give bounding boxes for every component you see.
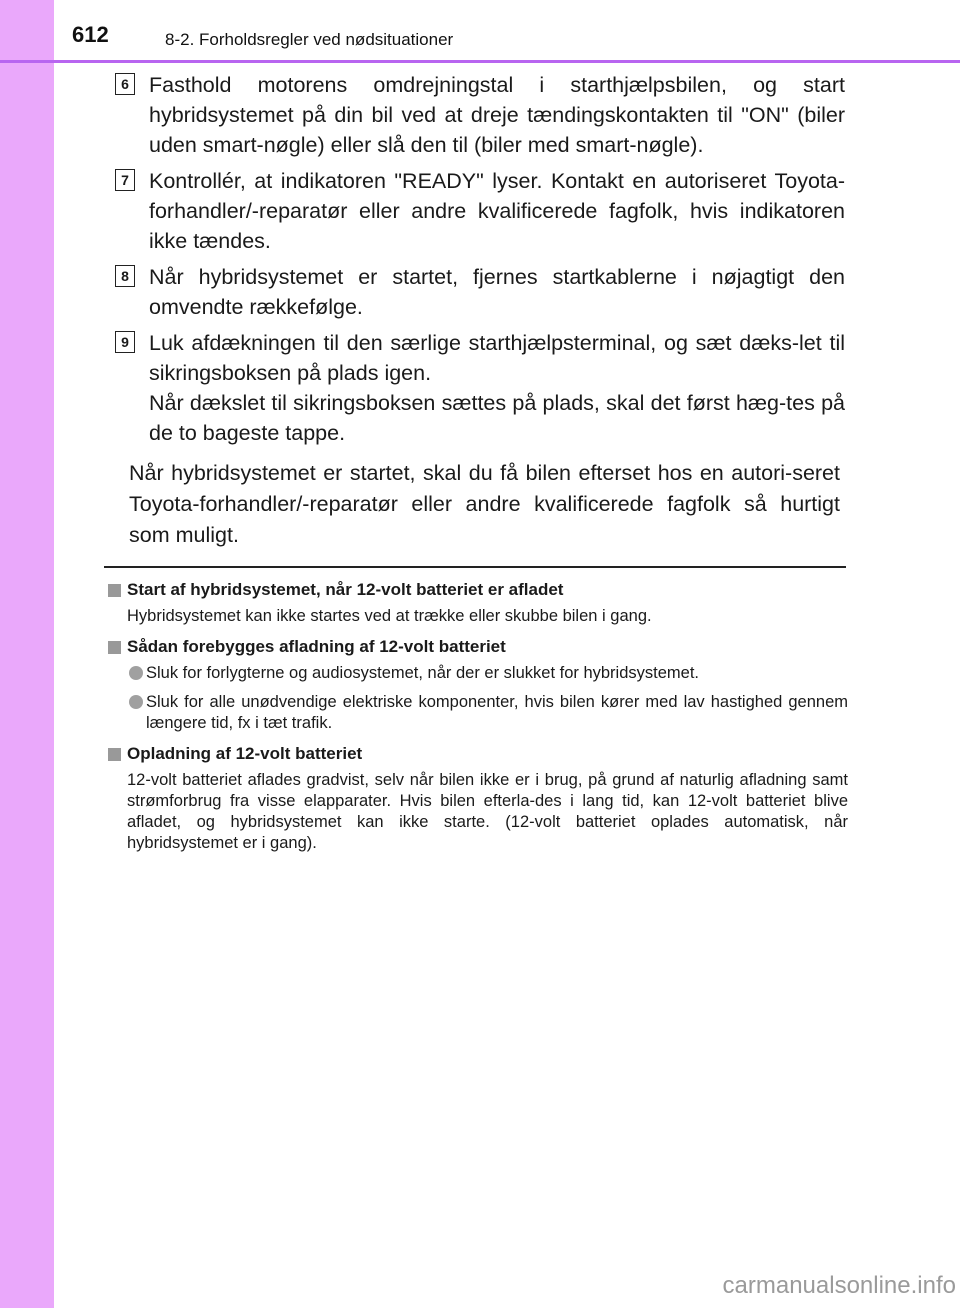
step-text: Luk afdækningen til den særlige starthjælpsterminal, og sæt dæks-let til sikringsboksen på plads igen. [149,331,845,385]
closing-paragraph: Når hybridsystemet er startet, skal du få bilen efterset hos en autori-seret Toyota-forhandler/-reparatør eller andre kvalificerede fagfolk så hurtigt som muligt. [129,461,840,547]
circle-bullet-icon [129,666,143,680]
step-7 [115,166,845,256]
section-title: 8-2. Forholdsregler ved nødsituationer [165,30,454,49]
step-text: Når hybridsystemet er startet, fjernes startkablerne i nøjagtigt den omvendte rækkefølge. [149,265,845,319]
step-number-box: 8 [115,265,135,287]
step-text-continued: Når dækslet til sikringsboksen sættes på plads, skal det først hæg-tes på de to bageste tappe. [149,391,845,445]
page-number: 612 [72,22,109,47]
note-heading: Sådan forebygges afladning af 12-volt batteriet [108,635,848,659]
step-text: Fasthold motorens omdrejningstal i starthjælpsbilen, og start hybridsystemet på din bil ved at dreje tændingskontakten til "ON" (biler uden smart-nøgle) eller slå den til (biler med smart-nøgle). [149,73,845,157]
note-heading: Opladning af 12-volt batteriet [108,742,848,766]
step-9 [115,328,845,448]
step-6 [115,70,845,160]
step-number-box: 9 [115,331,135,353]
note-body: Hybridsystemet kan ikke startes ved at trække eller skubbe bilen i gang. [127,607,652,625]
note-heading: Start af hybridsystemet, når 12-volt batteriet er afladet [108,578,848,602]
step-text: Kontrollér, at indikatoren "READY" lyser. Kontakt en autoriseret Toyota-forhandler/-reparatør eller andre kvalificerede fagfolk, hvis indikatoren ikke tændes. [149,169,845,253]
note-bullet: Sluk for alle unødvendige elektriske komponenter, hvis bilen kører med lav hastighed gennem længere tid, fx i tæt trafik. [108,692,848,734]
header-rule [0,60,960,63]
note-body: 12-volt batteriet aflades gradvist, selv når bilen ikke er i brug, på grund af naturlig afladning samt strømforbrug fra visse elapparater. Hvis bilen efterla-des i lang tid, kan 12-volt batteriet blive afladet, og hybridsystemet kan ikke starte. (12-volt batteriet oplades automatisk, når hybridsystemet er i gang). [127,771,848,852]
section-divider [104,566,846,568]
step-list [115,70,845,454]
square-bullet-icon [108,584,121,597]
circle-bullet-icon [129,695,143,709]
square-bullet-icon [108,641,121,654]
note-bullet: Sluk for forlygterne og audiosystemet, når der er slukket for hybridsystemet. [108,663,848,684]
step-number-box: 6 [115,73,135,95]
chapter-sidebar-tab [0,0,54,1308]
watermark: carmanualsonline.info [722,1272,956,1299]
step-8 [115,262,845,322]
notes-section [108,576,848,862]
square-bullet-icon [108,748,121,761]
step-number-box: 7 [115,169,135,191]
